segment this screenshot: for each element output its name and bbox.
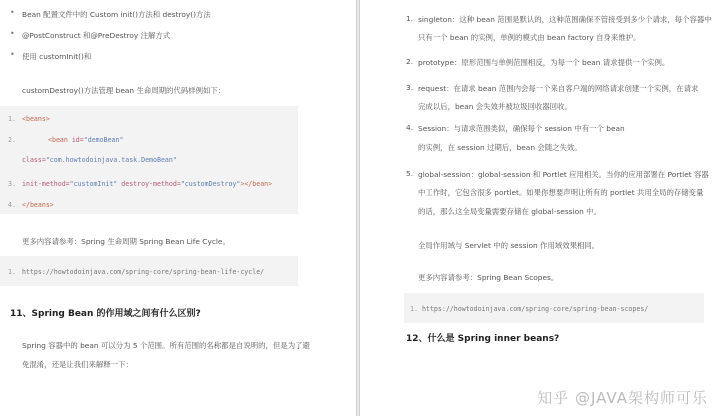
code-line-4: </beans> xyxy=(22,201,54,209)
line-number: 1. xyxy=(410,305,418,313)
url-code-block xyxy=(0,256,298,286)
list-number: 4. xyxy=(406,123,414,132)
section-heading-11: 11、Spring Bean 的作用域之间有什么区别? xyxy=(10,309,201,319)
global-scope-note: 全局作用域与 Servlet 中的 session 作用域效果相同。 xyxy=(418,241,600,250)
line-number: 1. xyxy=(8,268,16,276)
line-number: 3. xyxy=(8,180,16,188)
list-number: 1. xyxy=(406,14,414,23)
list-item-request-line-2: 完成以后，bean 会失效并被垃圾回收器回收。 xyxy=(418,102,572,111)
more-reference-text: 更多内容请参考：Spring 生命周期 Spring Bean Life Cycle。 xyxy=(22,237,230,246)
code-block xyxy=(0,106,298,214)
list-item-session-line-1: Session：与请求范围类似，确保每个 session 中有一个 bean xyxy=(418,124,625,133)
list-item-prototype: prototype：原形范围与单例范围相反，为每一个 bean 请求提供一个实例。 xyxy=(418,58,670,67)
section-heading-12: 12、什么是 Spring inner beans? xyxy=(406,334,560,344)
code-line-3: init-method="customInit" destroy-method="customDestroy"></bean> xyxy=(22,180,273,188)
list-item-global-session-line-2: 中工作时，它包含很多 portlet。如果你想要声明让所有的 portlet 共用全局的存储变量 xyxy=(418,188,704,197)
left-page xyxy=(0,0,356,416)
list-item-global-session-line-3: 的话，那么这全局变量需要存储在 global-session 中。 xyxy=(418,207,601,216)
line-number: 4. xyxy=(8,201,16,209)
more-reference-text: 更多内容请参考：Spring Bean Scopes。 xyxy=(418,273,559,282)
paragraph-line-1: Spring 容器中的 bean 可以分为 5 个范围。所有范围的名称都是自说明的，但是为了避 xyxy=(22,341,310,350)
bullet-text-2: @PostConstruct 和@PreDestroy 注解方式 xyxy=(22,31,171,40)
reference-url[interactable]: https://howtodoinjava.com/spring-core/spring-bean-scopes/ xyxy=(422,305,649,313)
list-number: 2. xyxy=(406,57,414,66)
code-line-1: <beans> xyxy=(22,115,50,123)
bullet-dot: • xyxy=(10,8,15,17)
bullet-text-1: Bean 配置文件中的 Custom init()方法和 destroy()方法 xyxy=(22,10,211,19)
code-line-2: <bean id="demoBean" xyxy=(48,136,124,144)
bullet-dot: • xyxy=(10,50,15,59)
zhihu-watermark: 知乎 @JAVA架构师可乐 xyxy=(537,389,708,407)
bullet-dot: • xyxy=(10,29,15,38)
reference-url[interactable]: https://howtodoinjava.com/spring-core/spring-bean-life-cycle/ xyxy=(22,268,265,276)
list-number: 3. xyxy=(406,83,414,92)
url-code-block xyxy=(404,293,704,323)
paragraph-line-2: 免混淆，还是让我们来解释一下： xyxy=(22,360,133,369)
bullet-text-3: 使用 customInit()和 xyxy=(22,52,92,61)
list-item-singleton-line-1: singleton：这种 bean 范围是默认的，这种范围确保不管接受到多少个请求，每个容器中 xyxy=(418,15,712,24)
right-page xyxy=(360,0,720,416)
code-intro-text: customDestroy()方法管理 bean 生命周期的代码样例如下： xyxy=(22,86,226,95)
line-number: 1. xyxy=(8,115,16,123)
line-number: 2. xyxy=(8,136,16,144)
code-line-2-cont: class="com.howtodoinjava.task.DemoBean" xyxy=(22,156,177,164)
list-number: 5. xyxy=(406,169,414,178)
list-item-request-line-1: request：在请求 bean 范围内会每一个来自客户端的网络请求创建一个实例，在请求 xyxy=(418,84,699,93)
list-item-singleton-line-2: 只有一个 bean 的实例，单例的模式由 bean factory 自身来维护。 xyxy=(418,33,641,42)
list-item-session-line-2: 的实例，在 session 过期后，bean 会随之失效。 xyxy=(418,143,582,152)
list-item-global-session-line-1: global-session：global-session 和 Portlet 应用相关。当你的应用部署在 Portlet 容器 xyxy=(418,170,709,179)
